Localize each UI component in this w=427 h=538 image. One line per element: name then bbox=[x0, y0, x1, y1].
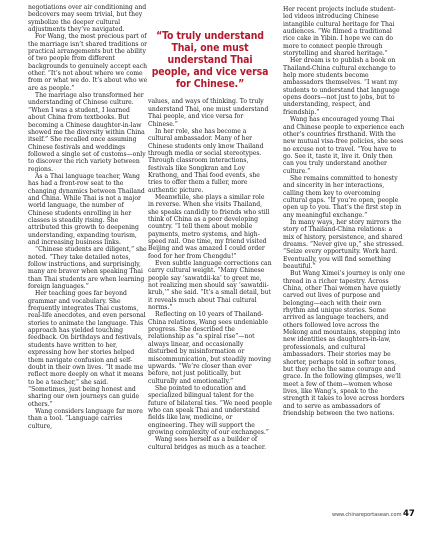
article-column-3 bbox=[283, 6, 405, 417]
paragraph: As a Thai language teacher, Wang has had a front-row seat to the changing dynamics between Thailand and China. While Thai is not a major world language, the number of Chinese students enrolling in her classes is steadily rising. She attributed this growth to deepening understanding, expanding tourism, and increasing business links. bbox=[28, 172, 145, 246]
paragraph: “Chinese students are diligent,” she noted. “They take detailed notes, follow instructions, and surprisingly, many are braver when speaking Thai than Thai students are when learning foreign languages.” bbox=[28, 246, 147, 291]
paragraph: Wang considers language far more than a tool. “Language carries culture, bbox=[28, 407, 143, 430]
paragraph: Reflecting on 10 years of Thailand-China relations, Wang sees undeniable progress. She described the relationship as “a spiral rise”—not always linear, and occasionally disturbed by misinformation or miscommunication, but steadily moving upwards. “We’re closer than ever before, not just politically, but culturally and emotionally.” bbox=[148, 311, 272, 385]
footer-website: www.chinareportasean.com bbox=[332, 512, 402, 518]
paragraph: For Wang, the most precious part of the marriage isn’t shared traditions or practical arrangements but the ability of two people from different backgrounds to genuinely accept each other. “It’s not about where we come from or what we do. It’s about who we are as people.” bbox=[28, 33, 148, 92]
paragraph: Her recent projects include student-led videos introducing Chinese intangible cultural heritage for Thai audiences. “We filmed a traditional rice cake in Yibin. I hope we can do more to connect people through storytelling and shared heritage.” bbox=[283, 6, 396, 58]
paragraph: Wang sees herself as a builder of cultural bridges as much as a teacher. bbox=[148, 436, 267, 451]
paragraph: Her teaching goes far beyond grammar and vocabulary. She frequently integrates Thai customs, real-life anecdotes, and even personal stories to animate the language. This approach has yielded touching feedback. On birthdays and festivals, students have written to her, expressing how her stories helped them navigate confusion and self-doubt in their own lives. “It made me reflect more deeply on what it means to be a teacher,” she said. “Sometimes, just being honest and sharing our own journeys can guide others.” bbox=[28, 290, 146, 408]
paragraph: Wang has encouraged young Thai and Chinese people to experience each other’s countries firsthand. With the new mutual visa-free policies, she sees no excuse not to travel. “You have to go. See it, taste it, live it. Only then can you truly understand another culture.” bbox=[283, 116, 405, 175]
paragraph: Her dream is to publish a book on Thailand-China cultural exchange to help more students become ambassadors themselves. “I want my students to understand that language opens doors—not just to jobs, but to understanding, respect, and friendship.” bbox=[283, 57, 400, 116]
page-number: 47 bbox=[403, 509, 415, 519]
paragraph: values, and ways of thinking. To truly understand Thai, one must understand Thai people, and vice versa for Chinese.” bbox=[148, 98, 269, 128]
paragraph: She remains committed to honesty and sincerity in her interactions, calling them key to overcoming cultural gaps. “If you’re open, people open up to you. That’s the first step in any meaningful exchange.” bbox=[283, 174, 402, 219]
paragraph: Even subtle language corrections can carry cultural weight. “Many Chinese people say ‘sawatdii-ka’ to greet me, not realizing men should say ‘sawatdii-krub,’” she said. “It’s a small detail, but it reveals much about Thai cultural norms.” bbox=[148, 260, 272, 312]
paragraph: In many ways, her story mirrors the story of Thailand-China relations: a mix of history, persistence, and shared dreams. “Never give up,” she stressed. “Seize every opportunity. Work hard. Eventually, you will find something beautiful.” bbox=[283, 218, 404, 271]
paragraph: Meanwhile, she plays a similar role in reverse. When she visits Thailand, she speaks candidly to friends who still think of China as a poor developing country. “I tell them about mobile payments, metro systems, and high-speed rail. One time, my friend visited Beijing and was amazed I could order food for her from Chengdu!” bbox=[148, 193, 270, 260]
paragraph: negotiations over air conditioning and bedcovers may seem trivial, but they symbolize the deeper cultural adjustments they’ve navigated. bbox=[28, 4, 147, 34]
article-column-2 bbox=[148, 6, 272, 451]
paragraph: In her role, she has become a cultural ambassador. Many of her Chinese students only know Thailand through media or social stereotypes. Through classroom interactions, festivals like Songkran and Loy Krathong, and Thai food events, she tries to offer them a fuller, more authentic picture. bbox=[148, 127, 264, 194]
paragraph: She pointed to education and specialized bilingual talent for the future of bilateral ties. “We need people who can speak Thai and understand fields like law, medicine, or engineering. They will support the growing complexity of our exchanges.” bbox=[148, 384, 272, 436]
paragraph: The marriage also transformed her understanding of Chinese culture. “When I was a student, I learned about China from textbooks. But becoming a Chinese daughter-in-law showed me the diversity within China itself.” She recalled once assuming Chinese festivals and weddings followed a single set of customs—only to discover the rich variety between regions. bbox=[28, 92, 146, 173]
pull-quote: “To truly understand Thai, one must understand Thai people, and vice versa for Chinese.” bbox=[151, 30, 269, 91]
article-column-1 bbox=[28, 4, 148, 430]
paragraph: But Wang Ximei’s journey is only one thread in a richer tapestry. Across China, other Thai women have quietly carved out lives of purpose and belonging—each with their own rhythm and unique stories. Some arrived as language teachers, and others followed love across the Mekong and mountains, stepping into new identities as daughters-in-law, professionals, and cultural ambassadors. Their stories may be shorter, perhaps told in softer tones, but they echo the same courage and grace. In the following glimpses, we’ll meet a few of them—women whose lives, like Wang’s, speak to the strength it takes to love across borders and to serve as ambassadors of friendship between the two nations. bbox=[283, 270, 405, 417]
